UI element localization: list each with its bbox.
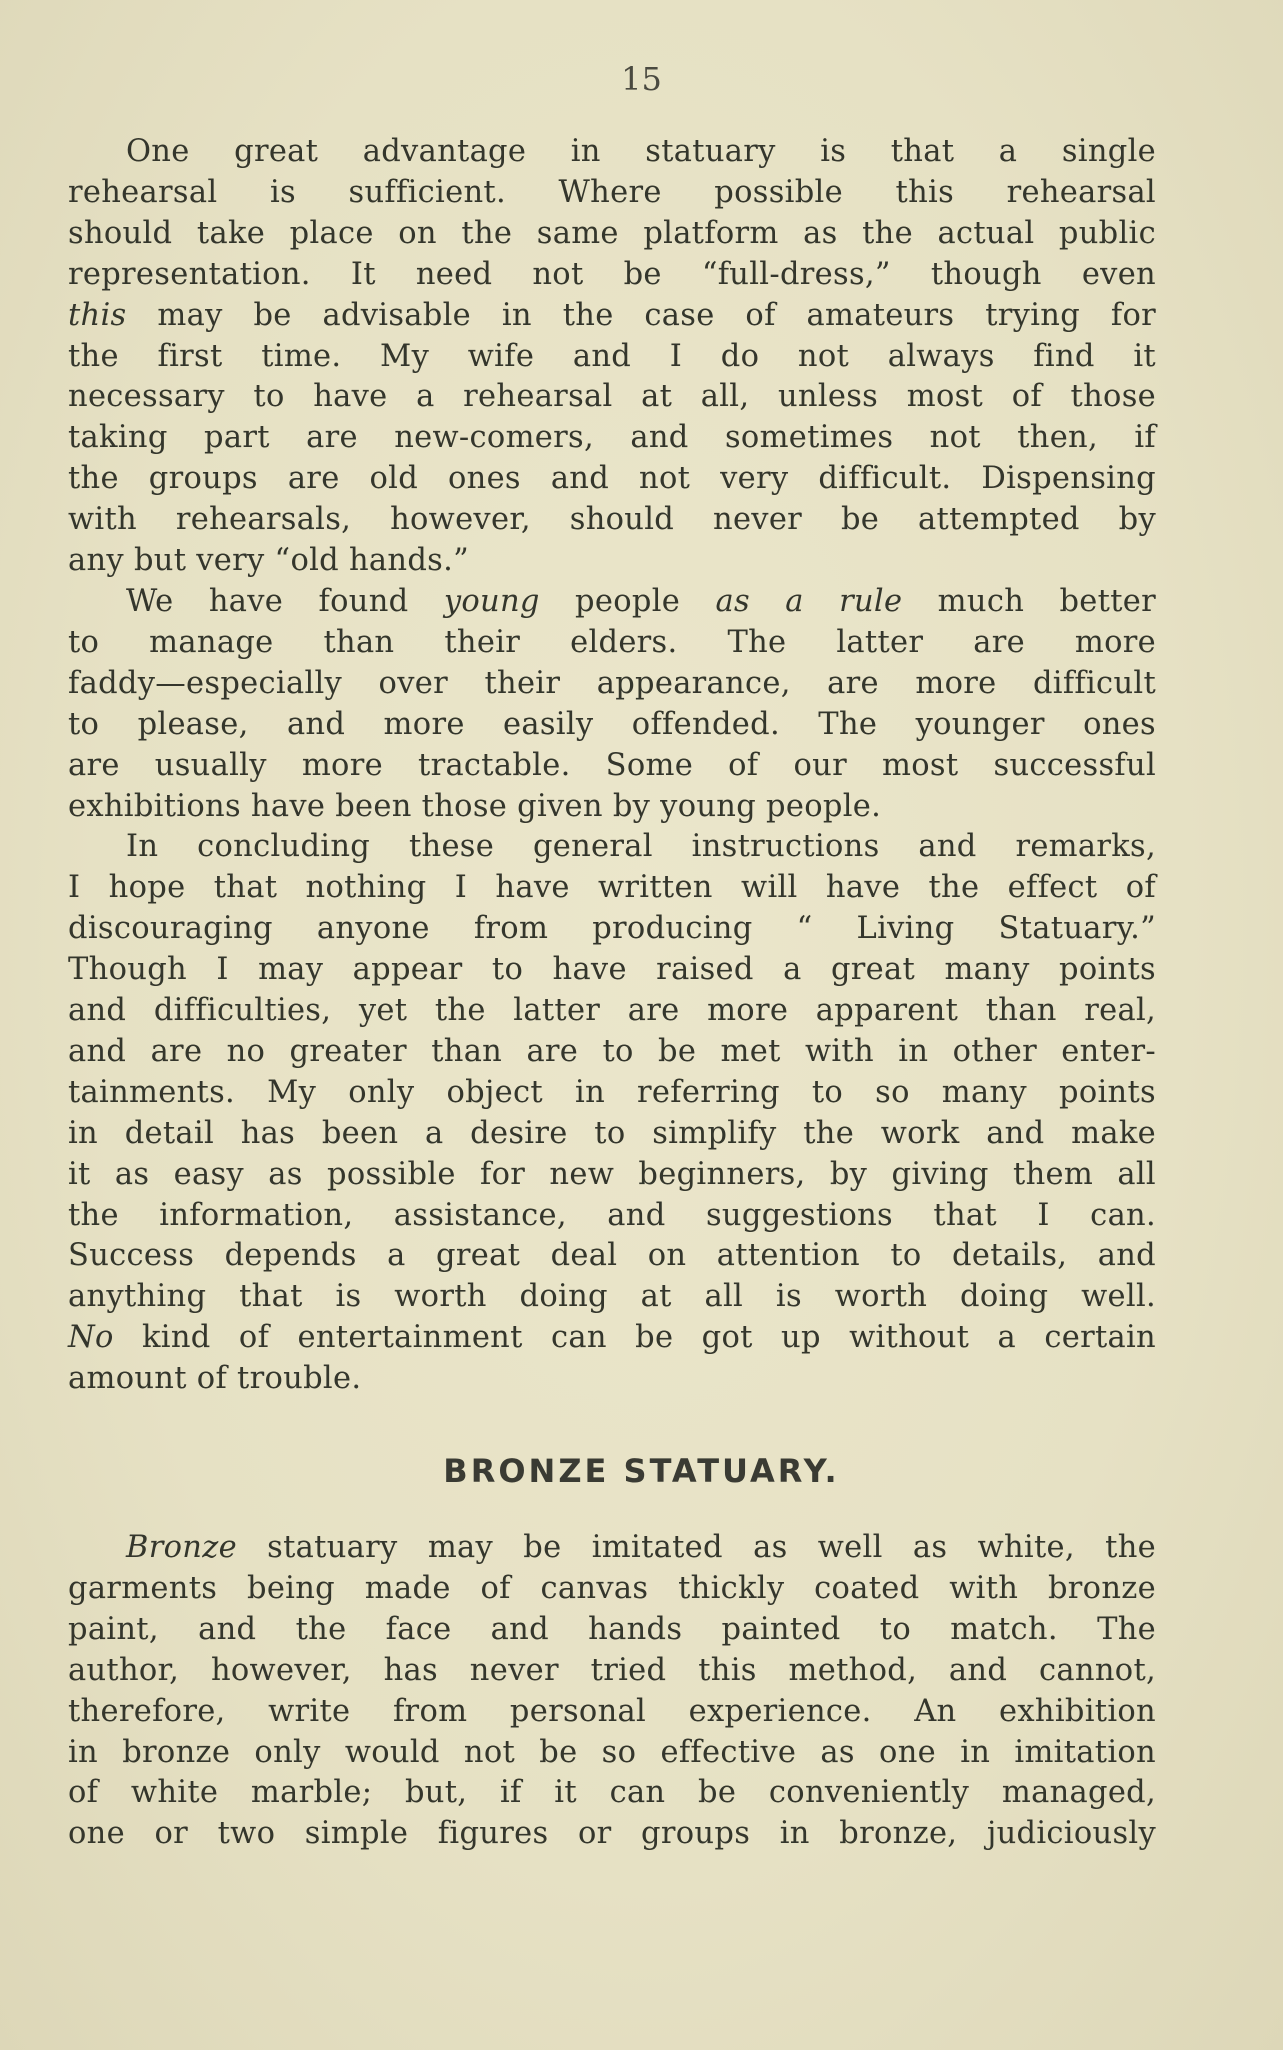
text-line [68,296,1156,337]
text-line: the information, assistance, and suggestions that I can. [68,1197,1156,1233]
text-run: kind of entertainment can be got up without a certain [113,1320,1156,1356]
text-line: representation. It need not be “full-dress,” though even [68,256,1156,292]
text-line: rehearsal is sufficient. Where possible this rehearsal [68,174,1156,210]
page-number: 15 [621,60,662,98]
text-line: and are no greater than are to be met with in other enter- [68,1033,1156,1069]
text-line: in detail has been a desire to simplify the work and make [68,1115,1156,1151]
text-line: and difficulties, yet the latter are more apparent than real, [68,993,1156,1029]
text-line: tainments. My only object in referring to so many points [68,1074,1156,1110]
text-line: paint, and the face and hands painted to match. The [68,1611,1156,1647]
text-line: in bronze only would not be so effective as one in imitation [68,1734,1156,1770]
text-line: faddy—especially over their appearance, are more difficult [68,665,1156,701]
text-line: amount of trouble. [68,1361,362,1397]
text-line: it as easy as possible for new beginners, by giving them all [68,1156,1156,1192]
text-line: the groups are old ones and not very difficult. Dispensing [68,461,1156,497]
text-line: exhibitions have been those given by young people. [68,788,882,824]
text-line: Success depends a great deal on attention to details, and [68,1238,1156,1274]
text-line: In concluding these general instructions and remarks, [126,829,1156,865]
text-run: statuary may be imitated as well as white, the [236,1530,1156,1565]
text-line: any but very “old hands.” [68,543,470,579]
section-heading: BRONZE STATUARY. [443,1452,840,1490]
text-line: I hope that nothing I have written will have the effect of [68,870,1156,906]
text-line: anything that is worth doing at all is worth doing well. [68,1279,1156,1315]
text-line: the first time. My wife and I do not always find it [68,338,1156,374]
text-line: garments being made of canvas thickly coated with bronze [68,1570,1156,1606]
text-run: may be advisable in the case of amateurs trying for [126,297,1156,333]
text-line: Though I may appear to have raised a great many points [68,952,1156,988]
text-line: are usually more tractable. Some of our most successful [68,747,1156,783]
text-line: should take place on the same platform as the actual public [68,215,1156,251]
text-line [68,582,1156,623]
text-line: author, however, has never tried this method, and cannot, [68,1652,1156,1688]
italic-text: No [68,1320,114,1356]
body-text-section-2 [68,1528,1156,1855]
body-text-section-1 [68,132,1156,1400]
text-line [68,1528,1156,1569]
text-line: One great advantage in statuary is that a single [126,134,1156,169]
text-line: therefore, write from personal experience. An exhibition [68,1693,1156,1729]
italic-text: Bronze [126,1530,237,1565]
text-line: to please, and more easily offended. The younger ones [68,706,1156,742]
italic-text: as a rule [715,583,903,619]
text-line: one or two simple figures or groups in bronze, judiciously [68,1816,1156,1852]
text-line: with rehearsals, however, should never be attempted by [68,502,1156,538]
text-line: taking part are new-comers, and sometimes not then, if [68,420,1156,456]
text-run: We have found [126,583,444,619]
italic-text: this [68,297,127,333]
text-run: people [539,583,716,619]
text-line: necessary to have a rehearsal at all, unless most of those [68,379,1156,415]
text-run: much better [902,583,1157,619]
italic-text: young [443,583,540,619]
text-line: to manage than their elders. The latter are more [68,624,1156,660]
text-line: of white marble; but, if it can be conveniently managed, [68,1775,1156,1811]
text-line [68,1318,1156,1359]
text-line: discouraging anyone from producing “ Living Statuary.” [68,911,1156,947]
